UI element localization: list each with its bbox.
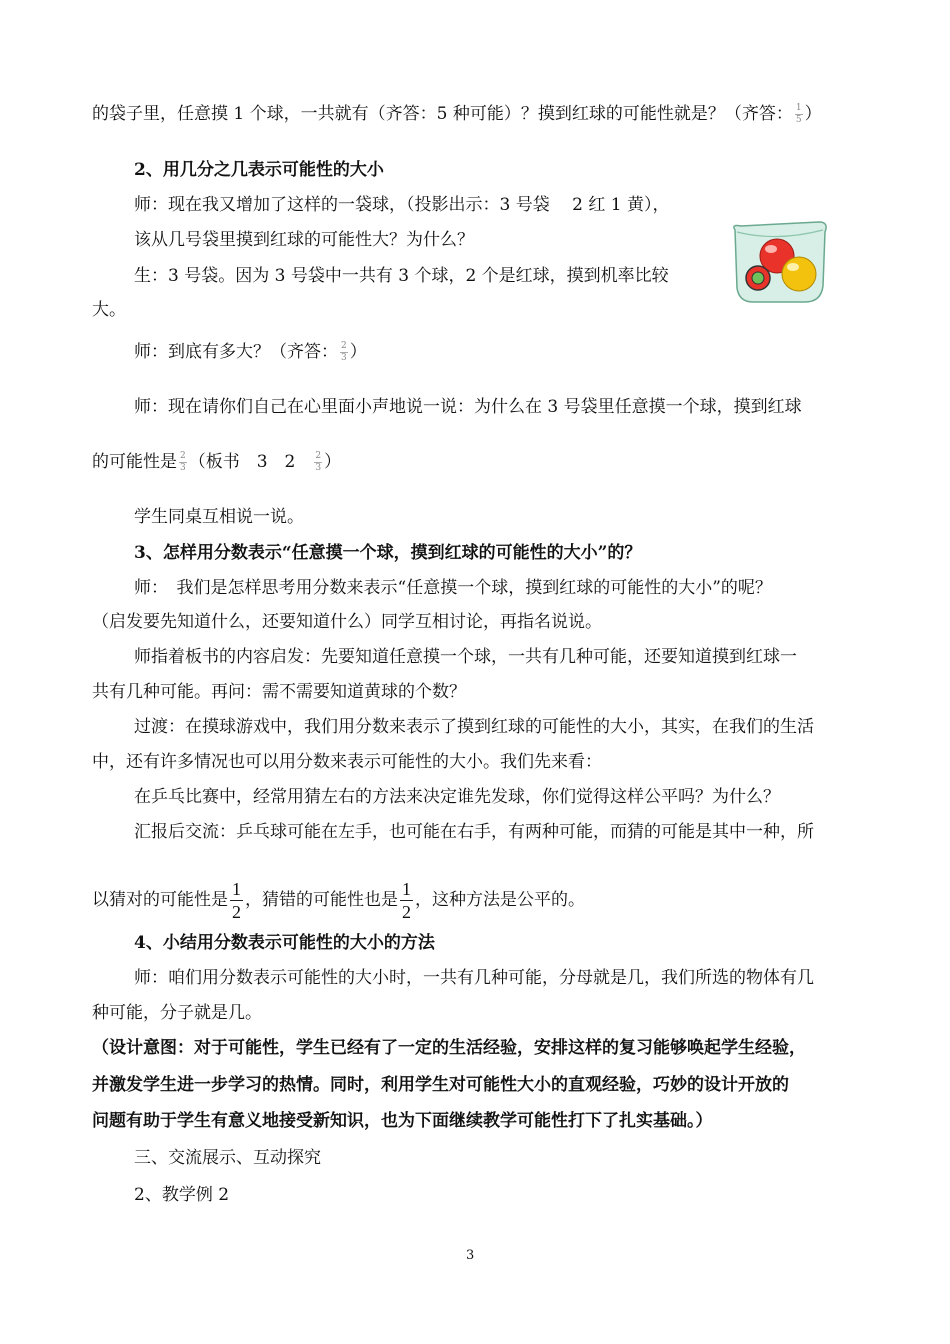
ball-bag-image: [727, 216, 833, 306]
text-line: 该从几号袋里摸到红球的可能性大？为什么？: [134, 230, 474, 250]
sub-section-title: 2、教学例 2: [134, 1185, 230, 1205]
text-line: 大。: [92, 300, 126, 320]
section-heading: 2、用几分之几表示可能性的大小: [134, 160, 384, 180]
text-segment: ，这种方法是公平的。: [415, 890, 585, 910]
text-segment: 的袋子里，任意摸 1 个球，一共就有（齐答：5 种可能）？摸到红球的可能性就是？（齐答：: [92, 104, 793, 124]
text-line: [134, 340, 367, 364]
text-line: [92, 880, 585, 921]
text-line: 师：现在请你们自己在心里面小声地说一说：为什么在 3 号袋里任意摸一个球，摸到红球: [134, 397, 802, 417]
fraction-two-thirds: $\frac{2}{3}$: [180, 451, 186, 473]
fraction-two-thirds: $\frac{2}{3}$: [341, 341, 347, 363]
page-number: 3: [466, 1248, 475, 1263]
text-line: 在乒乓比赛中，经常用猜左右的方法来决定谁先发球，你们觉得这样公平吗？为什么？: [134, 787, 780, 807]
ball-highlight: [787, 263, 799, 271]
text-segment: ，猜错的可能性也是: [245, 890, 398, 910]
text-segment: 以猜对的可能性是: [92, 890, 228, 910]
design-intent-line: （设计意图：对于可能性，学生已经有了一定的生活经验，安排这样的复习能够唤起学生经验，: [92, 1038, 806, 1058]
text-segment: 的可能性是: [92, 452, 177, 472]
yellow-ball: [782, 257, 816, 291]
text-line: 过渡：在摸球游戏中，我们用分数来表示了摸到红球的可能性的大小，其实，在我们的生活: [134, 717, 814, 737]
text-line: 学生同桌互相说一说。: [134, 507, 304, 527]
text-line: 师：咱们用分数表示可能性的大小时，一共有几种可能，分母就是几，我们所选的物体有几: [134, 968, 814, 988]
text-line: 种可能，分子就是几。: [92, 1003, 262, 1023]
fraction-two-thirds: $\frac{2}{3}$: [315, 451, 322, 473]
section-heading: 4、小结用分数表示可能性的大小的方法: [134, 933, 435, 953]
text-line: （启发要先知道什么，还要知道什么）同学互相讨论，再指名说说。: [92, 612, 602, 632]
text-line: 共有几种可能。再问：需不需要知道黄球的个数？: [92, 682, 466, 702]
section-heading: 3、怎样用分数表示“任意摸一个球，摸到红球的可能性的大小”的？: [134, 543, 642, 563]
text-line: [92, 450, 341, 474]
text-segment: 师：到底有多大？（齐答：: [134, 342, 338, 362]
ball-highlight: [765, 245, 777, 253]
text-line: [92, 102, 822, 126]
text-line: 师： 我们是怎样思考用分数来表示“任意摸一个球，摸到红球的可能性的大小”的呢？: [134, 578, 772, 598]
ball-pattern: [752, 272, 764, 284]
design-intent-line: 问题有助于学生有意义地接受新知识，也为下面继续教学可能性打下了扎实基础。）: [92, 1111, 713, 1131]
fraction-one-half: $\frac{1}{2}$: [232, 879, 241, 922]
section-title: 三、交流展示、互动探究: [134, 1148, 321, 1168]
design-intent-line: 并激发学生进一步学习的热情。同时，利用学生对可能性大小的直观经验，巧妙的设计开放的: [92, 1075, 789, 1095]
text-line: 汇报后交流：乒乓球可能在左手，也可能在右手，有两种可能，而猜的可能是其中一种，所: [134, 822, 814, 842]
fraction-one-half: $\frac{1}{2}$: [402, 879, 411, 922]
text-line: 师：现在我又增加了这样的一袋球，（投影出示：3 号袋 2 红 1 黄），: [134, 195, 670, 215]
text-line: 生：3 号袋。因为 3 号袋中一共有 3 个球，2 个是红球，摸到机率比较: [134, 266, 669, 286]
text-line: 师指着板书的内容启发：先要知道任意摸一个球，一共有几种可能，还要知道摸到红球一: [134, 647, 797, 667]
text-segment: （板书 3 2: [188, 452, 313, 472]
text-line: 中，还有许多情况也可以用分数来表示可能性的大小。我们先来看：: [92, 752, 602, 772]
text-segment: ）: [349, 342, 367, 362]
fraction-one-fifth: $\frac{1}{5}$: [795, 103, 802, 125]
text-segment: ）: [804, 104, 822, 124]
text-segment: ）: [324, 452, 342, 472]
